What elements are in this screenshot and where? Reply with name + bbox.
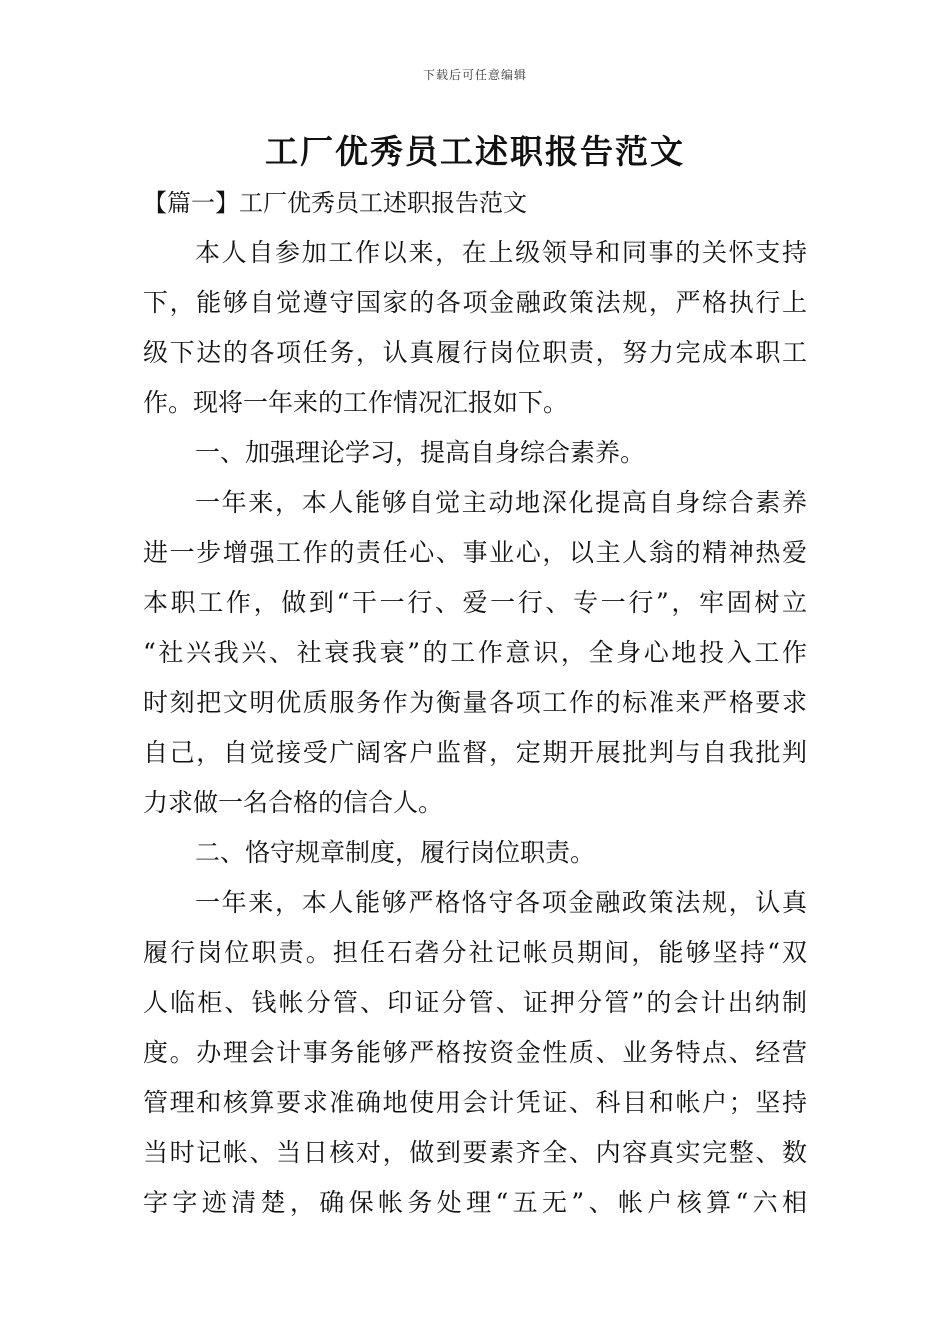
paragraph-line: 人临柜、钱帐分管、印证分管、证押分管”的会计出纳制 [143, 988, 807, 1017]
paragraph-line: 进一步增强工作的责任心、事业心，以主人翁的精神热爱 [143, 538, 807, 567]
paragraph-line: 下，能够自觉遵守国家的各项金融政策法规，严格执行上 [143, 288, 807, 317]
section-heading: 【篇一】工厂优秀员工述职报告范文 [143, 189, 527, 217]
subheading-1: 一、加强理论学习，提高自身综合素养。 [195, 438, 646, 467]
paragraph-line: 自己，自觉接受广阔客户监督，定期开展批判与自我批判 [143, 738, 807, 767]
paragraph-line: 度。办理会计事务能够严格按资金性质、业务特点、经营 [143, 1038, 807, 1067]
paragraph-line: 级下达的各项任务，认真履行岗位职责，努力完成本职工 [143, 338, 807, 367]
paragraph-line: 字字迹清楚，确保帐务处理“五无”、帐户核算“六相 [143, 1188, 807, 1217]
document-body [143, 178, 807, 1228]
paragraph-line: 履行岗位职责。担任石砻分社记帐员期间，能够坚持“双 [143, 938, 807, 967]
paragraph-line: 一年来，本人能够严格恪守各项金融政策法规，认真 [195, 888, 807, 917]
paragraph-line: “社兴我兴、社衰我衰”的工作意识，全身心地投入工作 [143, 638, 807, 667]
document-title: 工厂优秀员工述职报告范文 [265, 132, 685, 171]
header-note: 下载后可任意编辑 [422, 68, 527, 82]
paragraph-line: 一年来，本人能够自觉主动地深化提高自身综合素养 [195, 488, 807, 517]
paragraph-line: 管理和核算要求准确地使用会计凭证、科目和帐户；坚持 [143, 1088, 807, 1117]
paragraph-line: 力求做一名合格的信合人。 [143, 788, 444, 817]
paragraph-line: 时刻把文明优质服务作为衡量各项工作的标准来严格要求 [143, 688, 807, 717]
paragraph-line: 本职工作，做到“干一行、爱一行、专一行”，牢固树立 [143, 588, 807, 617]
paragraph-line: 当时记帐、当日核对，做到要素齐全、内容真实完整、数 [143, 1138, 807, 1167]
paragraph-line: 作。现将一年来的工作情况汇报如下。 [143, 388, 569, 417]
subheading-2: 二、恪守规章制度，履行岗位职责。 [195, 838, 596, 867]
paragraph-line: 本人自参加工作以来，在上级领导和同事的关怀支持 [195, 238, 807, 267]
